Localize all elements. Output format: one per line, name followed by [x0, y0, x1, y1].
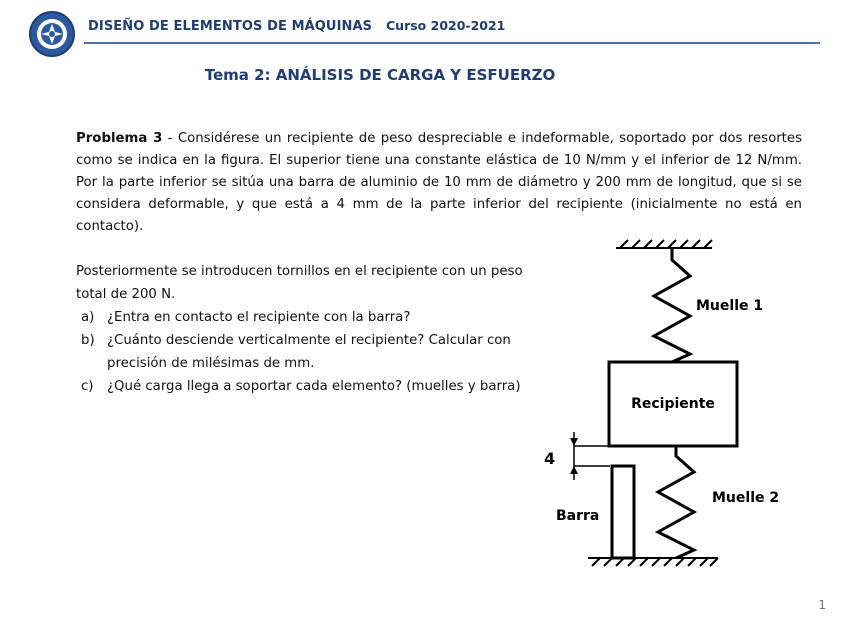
question-marker: b): [81, 333, 95, 348]
topic-title: Tema 2: ANÁLISIS DE CARGA Y ESFUERZO: [204, 66, 556, 84]
problem-text: - Considérese un recipiente de peso despreciable e indeformable, soportado por dos resortes como se indica en la figura. El superior tiene una constante elástica de 10 N/mm y el inferior de 12 N/mm. Por la parte inferior se sitúa una barra de aluminio de 10 mm de diámetro y 200 mm de longitud, que si se considera deformable, y que está a 4 mm de la parte inferior del recipiente (inicialmente no está en contacto).: [76, 131, 802, 234]
university-seal-icon: [28, 10, 76, 58]
spring-container-diagram: [540, 236, 790, 576]
question-item: [76, 375, 538, 398]
page-number: 1: [818, 598, 826, 612]
header-divider: [84, 42, 820, 44]
upper-spring-label: Muelle 1: [696, 298, 764, 314]
question-item: [76, 329, 538, 375]
question-marker: a): [81, 310, 95, 325]
lower-spring-label: Muelle 2: [712, 490, 780, 506]
ground-support: [588, 558, 718, 566]
top-support: [616, 240, 712, 248]
question-text: ¿Cuánto desciende verticalmente el recipiente? Calcular con precisión de milésimas de mm.: [107, 333, 511, 371]
problem-label: Problema 3: [76, 131, 163, 146]
questions-intro: Posteriormente se introducen tornillos en el recipiente con un peso total de 200 N.: [76, 264, 523, 302]
bar-label: Barra: [556, 508, 600, 524]
problem-statement: [76, 128, 802, 238]
course-year: Curso 2020-2021: [386, 18, 506, 33]
questions-block: [76, 260, 538, 398]
gap-label: 4: [544, 449, 556, 468]
question-text: ¿Qué carga llega a soportar cada elemento? (muelles y barra): [107, 379, 521, 394]
question-list: [76, 306, 538, 398]
question-marker: c): [81, 379, 94, 394]
gap-dimension: [570, 432, 610, 480]
question-item: [76, 306, 538, 329]
upper-spring: [654, 248, 690, 362]
bar: [612, 466, 634, 558]
lower-spring: [658, 446, 694, 558]
course-title: DISEÑO DE ELEMENTOS DE MÁQUINAS: [88, 19, 373, 34]
container-label: Recipiente: [631, 396, 715, 412]
question-text: ¿Entra en contacto el recipiente con la barra?: [107, 310, 411, 325]
